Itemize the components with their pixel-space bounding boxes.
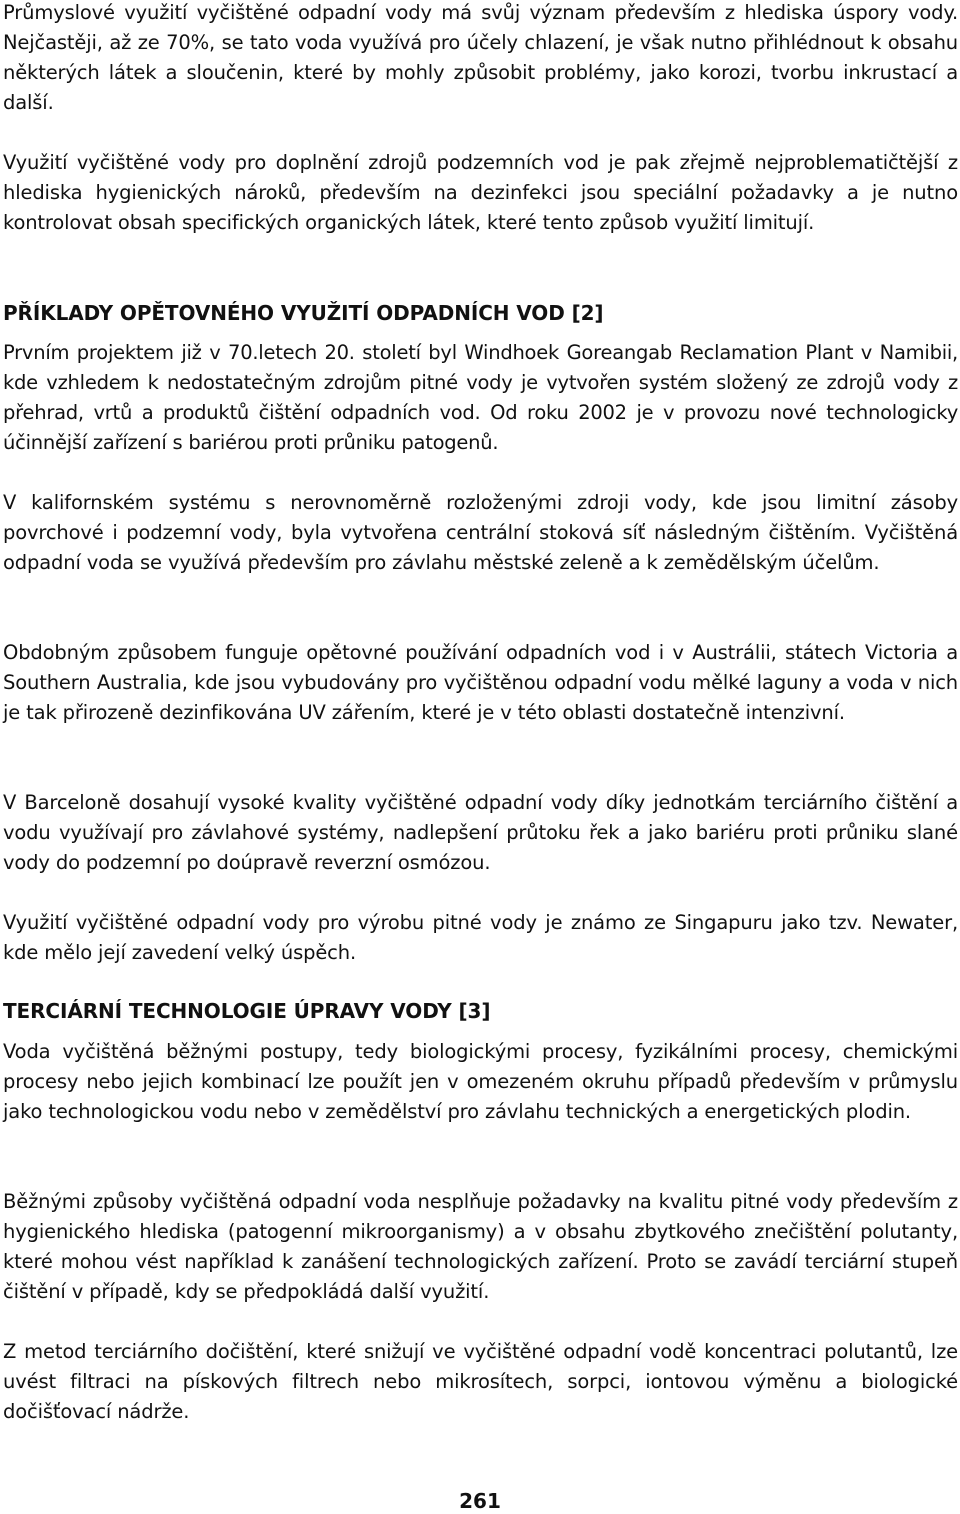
paragraph-singapore: Využití vyčištěné odpadní vody pro výrobu pitné vody je známo ze Singapuru jako tzv. Newater, kde mělo její zavedení velký úspěch. [3,911,958,964]
section-heading-tertiary-technology: TERCIÁRNÍ TECHNOLOGIE ÚPRAVY VODY [3] [3,999,491,1023]
paragraph-industrial-reuse: Průmyslové využití vyčištěné odpadní vody má svůj význam především z hlediska úspory vody. Nejčastěji, až ze 70%, se tato voda využívá pro účely chlazení, je však nutno přihlédnout k obsahu některých látek a sloučenin, které by mohly způsobit problémy, jako korozi, tvorbu inkrustací a další. [3,1,958,114]
paragraph-california: V kalifornském systému s nerovnoměrně rozloženými zdroji vody, kde jsou limitní zásoby povrchové i podzemní vody, byla vytvořena centrální stoková síť následným čištěním. Vyčištěná odpadní voda se využívá především pro závlahu městské zeleně a k zemědělským účelům. [3,491,958,574]
page-number: 261 [459,1489,501,1513]
paragraph-tertiary-methods: Z metod terciárního dočištění, které snižují ve vyčištěné odpadní vodě koncentraci polutantů, lze uvést filtraci na pískových filtrech nebo mikrosítech, sorpci, iontovou výměnu a biologické dočišťovací nádrže. [3,1340,958,1423]
section-heading-reuse-examples: PŘÍKLADY OPĚTOVNÉHO VYUŽITÍ ODPADNÍCH VOD [2] [3,301,604,325]
paragraph-groundwater-reuse: Využití vyčištěné vody pro doplnění zdrojů podzemních vod je pak zřejmě nejproblematičtější z hlediska hygienických nároků, především na dezinfekci jsou speciální požadavky a je nutno kontrolovat obsah specifických organických látek, které tento způsob využití limitují. [3,151,958,234]
paragraph-australia: Obdobným způsobem funguje opětovné používání odpadních vod i v Austrálii, státech Victoria a Southern Australia, kde jsou vybudovány pro vyčištěnou odpadní vodu mělké laguny a voda v nich je tak přirozeně dezinfikována UV zářením, které je v této oblasti dostatečně intenzivní. [3,641,958,724]
paragraph-conventional-treatment: Voda vyčištěná běžnými postupy, tedy biologickými procesy, fyzikálními procesy, chemickými procesy nebo jejich kombinací lze použít jen v omezeném okruhu případů především v průmyslu jako technologickou vodu nebo v zemědělství pro závlahu technických a energetických plodin. [3,1040,958,1123]
paragraph-drinking-water-requirements: Běžnými způsoby vyčištěná odpadní voda nesplňuje požadavky na kvalitu pitné vody především z hygienického hlediska (patogenní mikroorganismy) a v obsahu zbytkového znečištění polutanty, které mohou vést například k zanášení technologických zařízení. Proto se zavádí terciární stupeň čištění v případě, kdy se předpokládá další využití. [3,1190,958,1303]
paragraph-barcelona: V Barceloně dosahují vysoké kvality vyčištěné odpadní vody díky jednotkám terciárního čištění a vodu využívají pro závlahové systémy, nadlepšení průtoku řek a jako bariéru proti průniku slané vody do podzemní po doúpravě reverzní osmózou. [3,791,958,874]
paragraph-namibia: Prvním projektem již v 70.letech 20. století byl Windhoek Goreangab Reclamation Plant v Namibii, kde vzhledem k nedostatečným zdrojům pitné vody je vytvořen systém složený ze zdrojů vody z přehrad, vrtů a produktů čištění odpadních vod. Od roku 2002 je v provozu nové technologicky účinnější zařízení s bariérou proti průniku patogenů. [3,341,958,454]
